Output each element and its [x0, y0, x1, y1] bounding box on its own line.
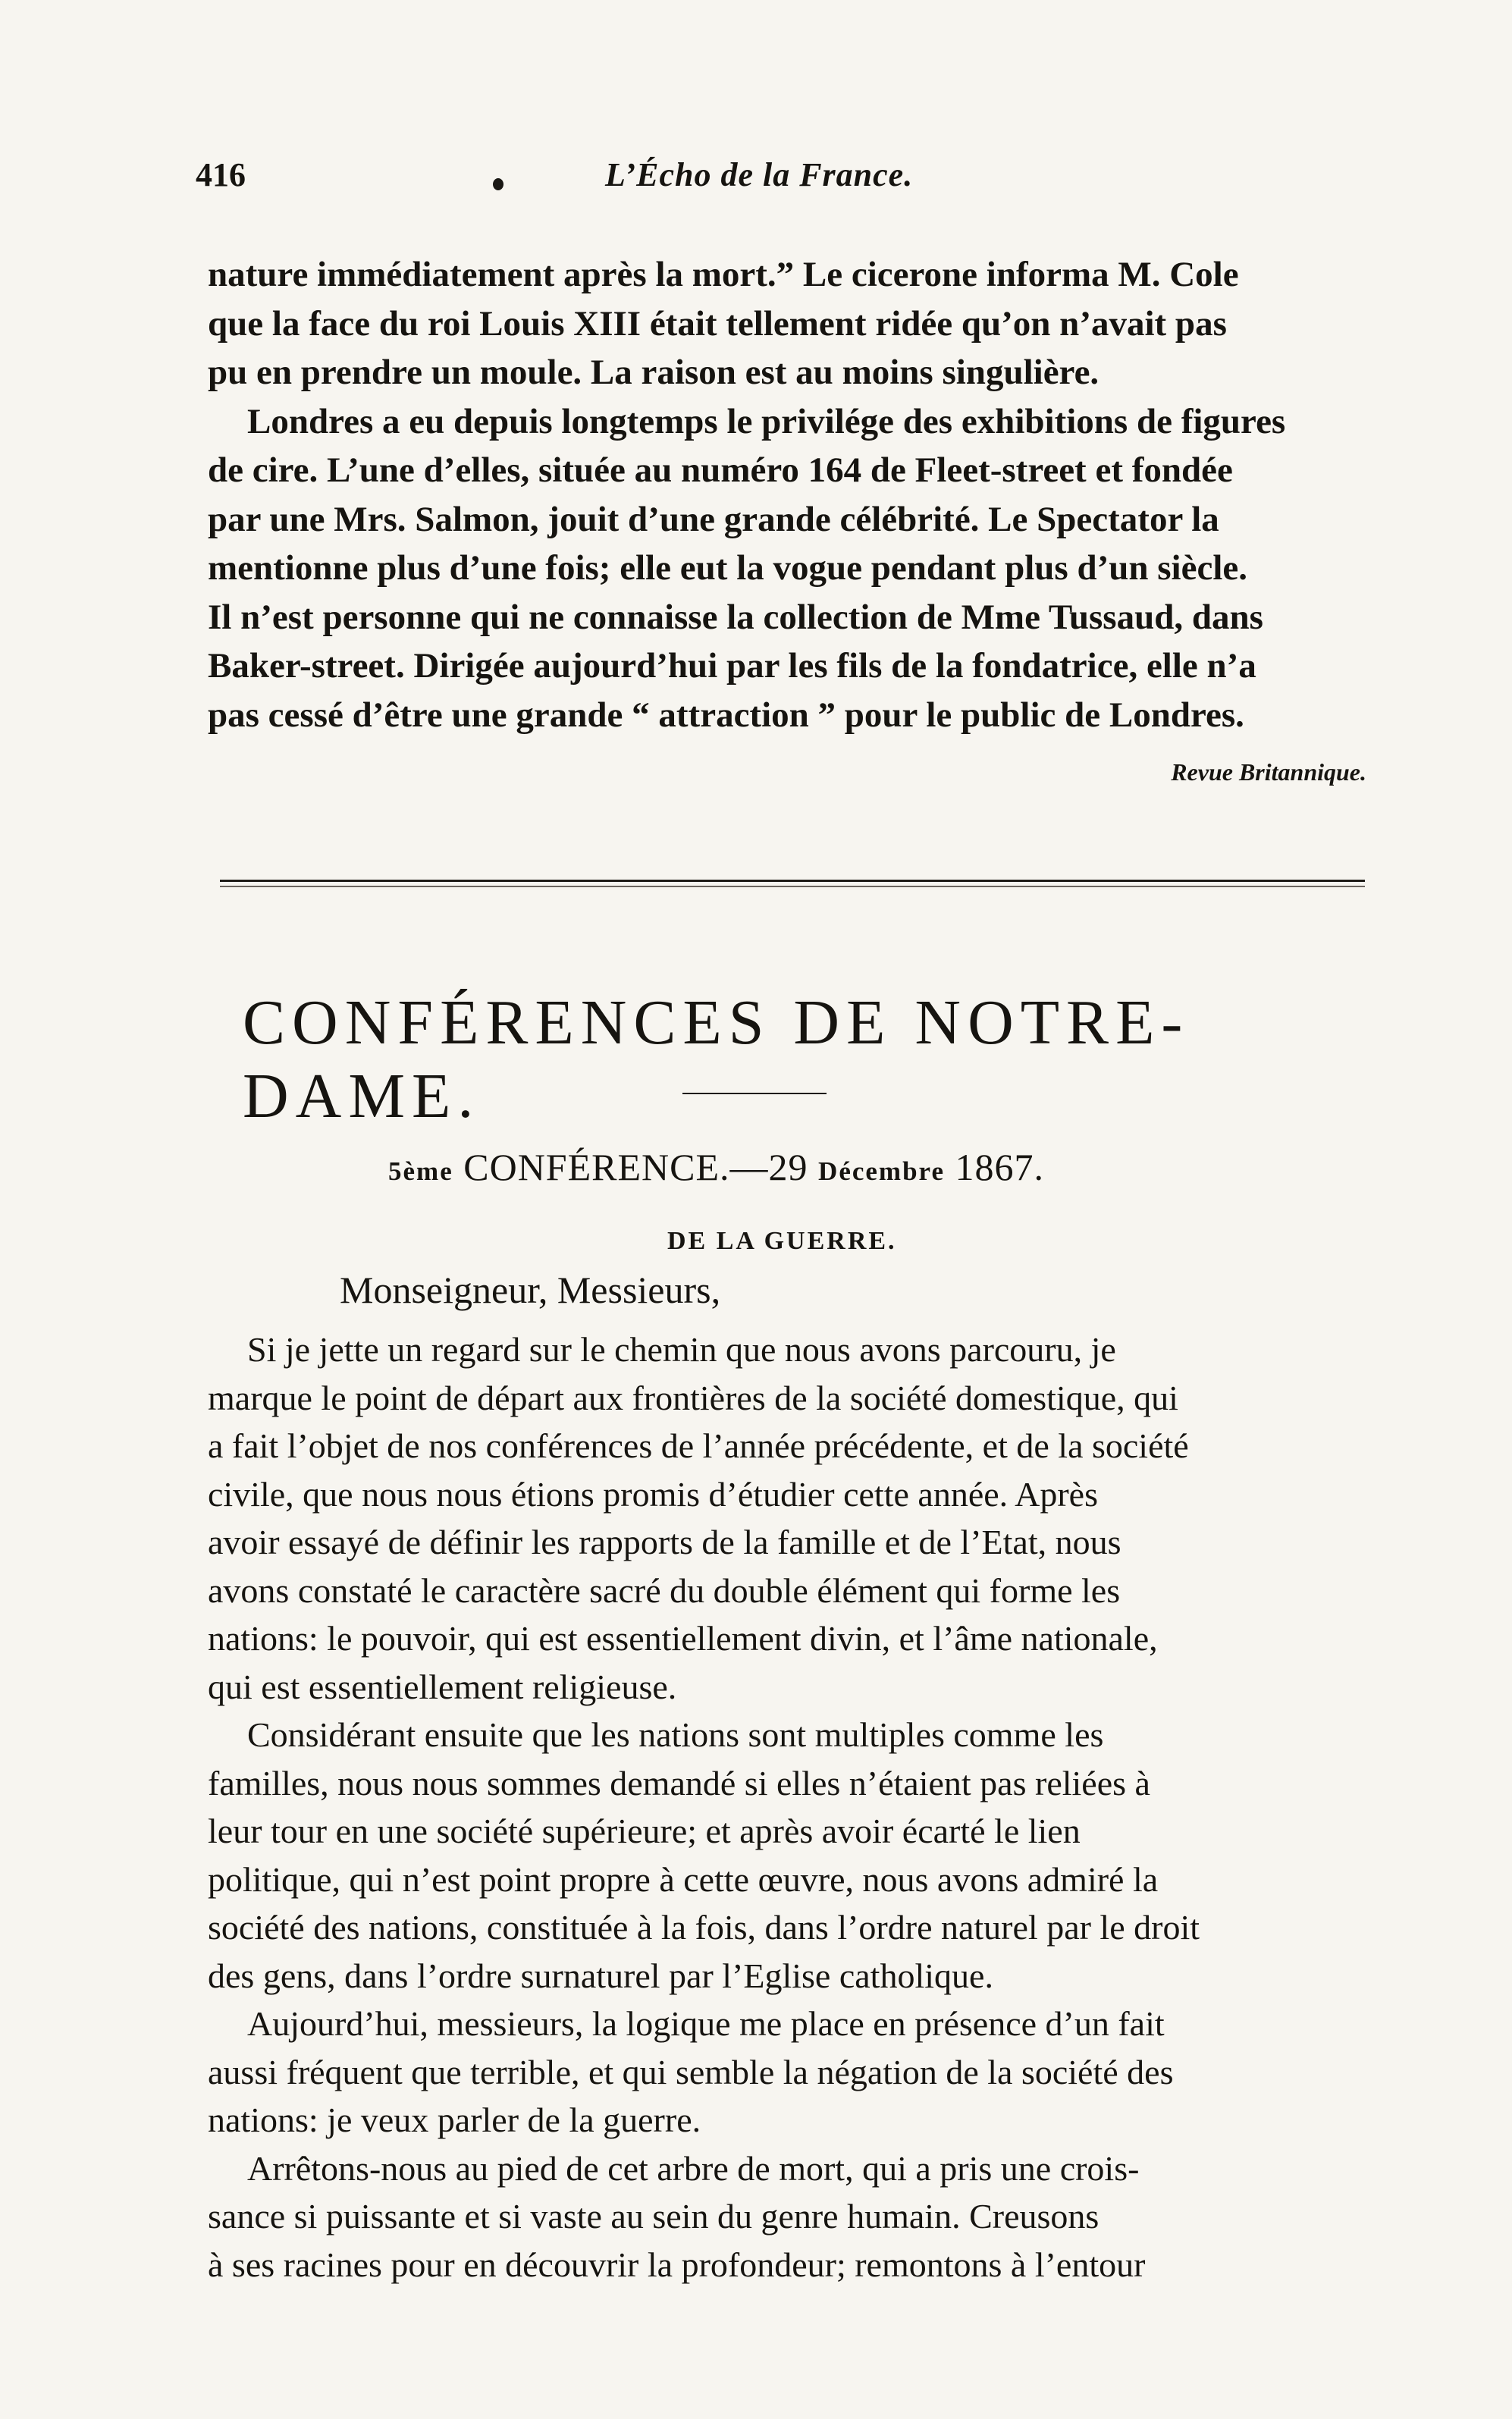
- text-line: nature immédiatement après la mort.” Le cicerone informa M. Cole: [208, 255, 1239, 294]
- text-line: Baker-street. Dirigée aujourd’hui par les fils de la fondatrice, elle n’a: [208, 646, 1256, 686]
- text-line: de cire. L’une d’elles, située au numéro 164 de Fleet-street et fondée: [208, 450, 1233, 490]
- text-line: qui est essentiellement religieuse.: [208, 1667, 677, 1706]
- text-line: marque le point de départ aux frontières de la société domestique, qui: [208, 1378, 1178, 1417]
- paragraph: [208, 1326, 1376, 1711]
- printer-dot-mark: [493, 178, 503, 190]
- text-line: nations: le pouvoir, qui est essentiellement divin, et l’âme nationale,: [208, 1619, 1158, 1658]
- salutation: Monseigneur, Messieurs,: [340, 1269, 721, 1311]
- text-line: civile, que nous nous étions promis d’étudier cette année. Après: [208, 1474, 1098, 1514]
- paragraph: [208, 250, 1376, 397]
- text-line: familles, nous nous sommes demandé si elles n’étaient pas reliées à: [208, 1763, 1150, 1802]
- text-line: Si je jette un regard sur le chemin que nous avons parcouru, je: [247, 1330, 1116, 1369]
- text-line: politique, qui n’est point propre à cette œuvre, nous avons admiré la: [208, 1859, 1159, 1899]
- conference-subtitle: DE LA GUERRE.: [667, 1227, 897, 1255]
- conference-year: 1867.: [955, 1146, 1044, 1188]
- text-line: nations: je veux parler de la guerre.: [208, 2101, 701, 2139]
- divider-line: [220, 880, 1365, 882]
- section-title: CONFÉRENCES DE NOTRE-DAME.: [243, 987, 1190, 1131]
- conference-month: Décembre: [818, 1156, 945, 1186]
- paragraph: [208, 397, 1376, 740]
- text-line: à ses racines pour en découvrir la profondeur; remontons à l’entour: [208, 2245, 1146, 2284]
- page-number: 416: [196, 156, 246, 193]
- text-line: sance si puissante et si vaste au sein du genre humain. Creusons: [208, 2197, 1099, 2235]
- text-line: par une Mrs. Salmon, jouit d’une grande célébrité. Le Spectator la: [208, 499, 1219, 539]
- text-line: avons constaté le caractère sacré du double élément qui forme les: [208, 1570, 1121, 1610]
- text-line: pu en prendre un moule. La raison est au moins singulière.: [208, 353, 1099, 392]
- section-divider: [220, 880, 1365, 890]
- title-rule: [682, 1093, 827, 1094]
- text-line: Londres a eu depuis longtemps le privilége des exhibitions de figures: [247, 401, 1286, 441]
- conference-heading: [388, 1145, 1044, 1189]
- article-wax-figures: [208, 250, 1376, 739]
- conference-word: CONFÉRENCE.—29: [463, 1146, 808, 1188]
- source-attribution: Revue Britannique.: [1171, 758, 1366, 786]
- text-line: Il n’est personne qui ne connaisse la collection de Mme Tussaud, dans: [208, 597, 1263, 637]
- text-line: pas cessé d’être une grande “ attraction ” pour le public de Londres.: [208, 695, 1244, 735]
- paragraph: [208, 2144, 1376, 2289]
- conference-number: 5ème: [388, 1156, 453, 1186]
- running-header: [196, 155, 1379, 209]
- text-line: société des nations, constituée à la fois, dans l’ordre naturel par le droit: [208, 1908, 1200, 1947]
- running-title: L’Écho de la France.: [605, 156, 914, 193]
- divider-line: [220, 886, 1365, 887]
- text-line: a fait l’objet de nos conférences de l’année précédente, et de la société: [208, 1426, 1189, 1465]
- text-line: Aujourd’hui, messieurs, la logique me place en présence d’un fait: [247, 2004, 1165, 2043]
- text-line: Considérant ensuite que les nations sont multiples comme les: [247, 1715, 1104, 1754]
- paragraph: [208, 1711, 1376, 2000]
- text-line: que la face du roi Louis XIII était tellement ridée qu’on n’avait pas: [208, 303, 1227, 344]
- text-line: leur tour en une société supérieure; et après avoir écarté le lien: [208, 1812, 1081, 1850]
- text-line: mentionne plus d’une fois; elle eut la vogue pendant plus d’un siècle.: [208, 548, 1248, 588]
- conference-text: [208, 1326, 1376, 2289]
- paragraph: [208, 2000, 1376, 2144]
- text-line: des gens, dans l’ordre surnaturel par l’Eglise catholique.: [208, 1956, 993, 1995]
- text-line: aussi fréquent que terrible, et qui semble la négation de la société des: [208, 2052, 1174, 2091]
- text-line: Arrêtons-nous au pied de cet arbre de mort, qui a pris une crois-: [247, 2148, 1140, 2188]
- text-line: avoir essayé de définir les rapports de la famille et de l’Etat, nous: [208, 1523, 1121, 1561]
